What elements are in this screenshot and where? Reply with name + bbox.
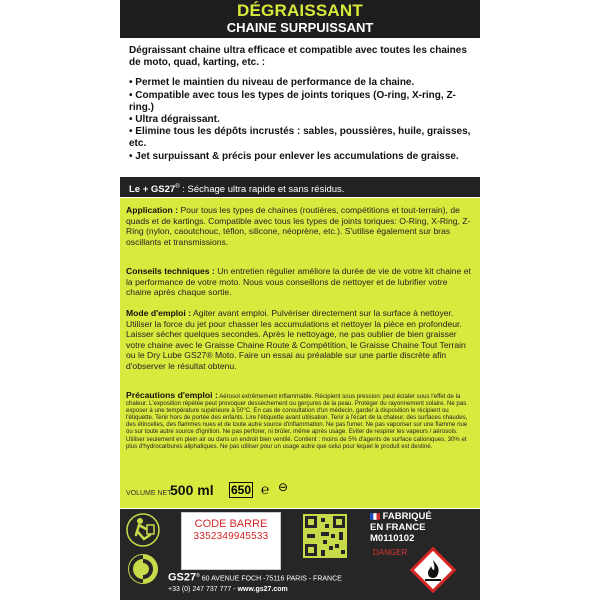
volume-ml: 500 ml [170,482,214,498]
intro-block [129,45,473,163]
section-title: Application : [126,205,179,215]
feature-item: • Permet le maintien du niveau de performance de la chaine. [129,77,473,89]
address-line: 60 AVENUE FOCH -75116 PARIS - FRANCE [201,575,342,583]
barcode-number: 3352349945533 [193,531,269,542]
section-title: Précautions d'emploi : [126,390,218,400]
le-plus-text: : Séchage ultra rapide et sans résidus. [182,184,345,196]
feature-item: • Elimine tous les dépôts incrustés : sables, poussières, huile, graisses, etc. [129,126,473,150]
section-title: Mode d'emploi : [126,308,192,318]
volume-row [126,480,474,502]
barcode-title: CODE BARRE [194,518,268,530]
product-label [120,0,480,600]
website-link[interactable]: www.gs27.com [237,586,288,594]
barcode-box [181,512,281,570]
section-body: Un entretien régulier améliore la durée de vie de votre kit chaine et la performance de votre moto. Nous vous conseillons de nettoyer et de lubrifier votre chaine après chaque sortie. [126,266,471,298]
flammable-hazard-icon [410,547,456,593]
brand-reg: ® [196,573,200,579]
danger-label: DANGER [373,548,408,557]
product-title: DÉGRAISSANT [237,1,363,20]
made-in-line: EN FRANCE [370,522,426,533]
section-title: Conseils techniques : [126,266,215,276]
le-plus-reg: ® [175,184,180,190]
feature-item: • Jet surpuissant & précis pour enlever les accumulations de graisse. [129,151,473,163]
section-body: Agiter avant emploi. Pulvériser directement sur la surface à nettoyer. Utiliser la force du jet pour chasser les accumulations et nettoyer la pièce en profondeur. Laisser sécher quelques secondes. Après le nettoyage, ne pas oublier de bien graisser votre chaine avec le Graisse Chaine Route & Compétition, le Graisse Chaine Tout Terrain ou le Dry Lube GS27® Moto. Faire un essai au préalable sur une partie discrète afin d'observer le résultat obtenu. [126,308,466,371]
company-address [168,571,342,595]
feature-item: • Ultra dégraissant. [129,114,473,126]
recycle-figure-icon [126,513,160,547]
product-code: M0110102 [370,533,415,544]
section-precautions [126,392,474,450]
section-application [126,205,474,247]
le-plus-label: Le + GS27 [129,184,176,196]
product-subtitle: CHAINE SURPUISSANT [226,20,374,35]
made-in-france [370,511,460,544]
phone-line: +33 (0) 247 737 777 - [168,586,238,594]
section-conseils [126,266,474,298]
intro-lead: Dégraissant chaine ultra efficace et compatible avec toutes les chaines de moto, quad, karting, etc. : [129,45,467,69]
section-mode-emploi [126,308,474,372]
label-header [120,0,480,38]
qr-code-icon [303,514,347,558]
brand-name: GS27 [168,571,197,584]
info-panel [120,198,480,508]
volume-label: VOLUME NET [126,490,172,497]
made-in-line: FABRIQUÉ [382,511,432,522]
section-body: Aérosol extrêmement inflammable. Récipient sous pression: peut éclater sous l'effet de la chaleur. L'exposition répétée peut provoquer dessèchement ou gerçures de la peau. Protéger du rayonnement solaire. Ne pas exposer à une température supérieure à 50°C. En cas de consultation d'un médecin, garder à disposition le récipient ou l'étiquette. Tenir hors de portée des enfants. Lire l'étiquette avant utilisation. Tenir à l'écart de la chaleur, des surfaces chaudes, des étincelles, des flammes nues et de toute autre source d'inflammation. Ne pas fumer. Ne pas vaporiser sur une flamme nue ou sur toute autre source d'ignition. Ne pas perforer, ni brûler, même après usage. Eviter de respirer les vapeurs / aérosols. Utiliser seulement en plein air ou dans un endroit bien ventilé. Contient : moins de 5% d'agents de surface cationiques, 30% et plus d'hydrocarbures aliphatiques. Ne pas utiliser pour un usage autre que celui pour lequel le produit est destiné. [126,393,468,450]
green-dot-icon [127,553,159,585]
no-symbol-icon: ⊖ [278,480,289,494]
feature-item: • Compatible avec tous les types de joints toriques (O-ring, X-ring, Z-ring.) [129,90,473,114]
france-flag-icon [370,513,380,520]
section-body: Pour tous les types de chaines (routières, compétitions et tout-terrain), de quads et de kartings. Compatible avec tous les types de joints toriques: O-Ring, X-Ring, Z-Ring (nylon, caoutchouc, téflon, silicone, néoprène, etc.). S'utilise également sur bras oscillants et transmissions. [126,205,471,247]
estimated-sign-icon: ℮ [261,481,270,497]
le-plus-banner [120,177,480,197]
feature-list [129,77,473,162]
volume-box: 650 [231,483,252,497]
